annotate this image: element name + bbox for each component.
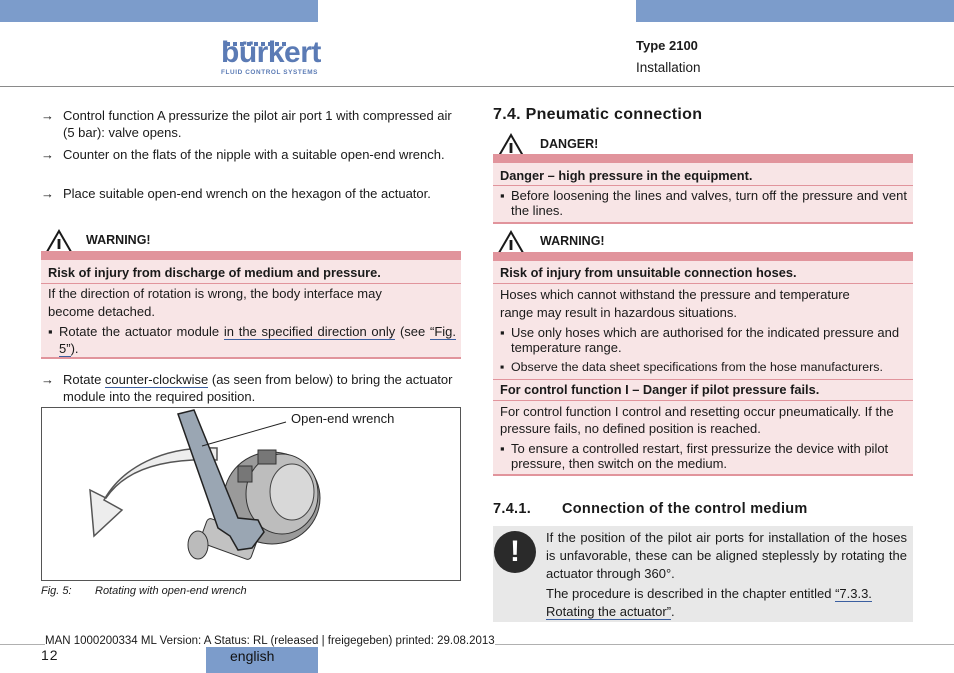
warning-separator <box>493 283 913 284</box>
company-logo: bürkert <box>221 36 321 69</box>
page-number: 12 <box>41 647 59 663</box>
header-bar-right <box>636 0 954 22</box>
warning-body: If the direction of rotation is wrong, the body interface may become detached. <box>48 286 382 319</box>
logo-subtitle: FLUID CONTROL SYSTEMS <box>221 69 318 76</box>
danger-heading: Danger – high pressure in the equipment. <box>500 168 753 183</box>
warning-body: Hoses which cannot withstand the pressure and temperature range may result in hazardous situations. <box>500 287 850 320</box>
document-type: Type 2100 <box>636 38 698 53</box>
warning-separator <box>41 283 461 284</box>
note-text-2: The procedure is described in the chapter entitled “7.3.3. Rotating the actuator”. <box>546 586 872 619</box>
warning-bar <box>493 252 913 261</box>
danger-separator <box>493 185 913 186</box>
header-rule <box>0 86 954 87</box>
figure-caption-text: Rotating with open-end wrench <box>95 585 247 597</box>
arrow-icon: → <box>41 186 54 201</box>
counter-clockwise-link[interactable]: counter-clockwise <box>104 372 209 387</box>
warning-label: WARNING! <box>540 234 605 248</box>
step-text: Counter on the flats of the nipple with a suitable open-end wrench. <box>63 147 445 162</box>
fig5-link[interactable]: “Fig. 5” <box>59 324 456 356</box>
step-text: Control function A pressurize the pilot air port 1 with compressed air (5 bar): valve opens. <box>63 108 452 140</box>
language-label: english <box>230 648 275 664</box>
arrow-icon: → <box>41 108 54 123</box>
warning-separator <box>493 400 913 401</box>
rotating-actuator-link[interactable]: “7.3.3. Rotating the actuator” <box>546 586 872 619</box>
document-meta: MAN 1000200334 ML Version: A Status: RL (released | freigegeben) printed: 29.08.2013 <box>45 635 495 647</box>
warning-bar <box>41 251 461 260</box>
figure-caption-number: Fig. 5: <box>41 585 72 597</box>
warning-heading: Risk of injury from unsuitable connection hoses. <box>500 265 797 280</box>
arrow-icon: → <box>41 147 54 162</box>
warning-body-2: For control function I control and resetting occur pneumatically. If the pressure fails, no defined position is reached. <box>500 404 894 436</box>
warning-heading: Risk of injury from discharge of medium and pressure. <box>48 265 381 280</box>
figure-frame <box>41 407 461 581</box>
note-text: If the position of the pilot air ports for installation of the hoses is unfavorable, these can be aligned steplessly by rotating the actuator through 360°. <box>546 530 907 581</box>
direction-link[interactable]: in the specified direction only <box>223 324 396 339</box>
warning-heading-2: For control function I – Danger if pilot pressure fails. <box>500 382 820 397</box>
exclamation-icon: ! <box>494 531 536 573</box>
danger-label: DANGER! <box>540 137 599 151</box>
subsection-title: Connection of the control medium <box>562 501 808 517</box>
arrow-icon: → <box>41 372 54 387</box>
step-text: Place suitable open-end wrench on the hexagon of the actuator. <box>63 186 431 201</box>
warning-separator <box>493 379 913 380</box>
danger-bar <box>493 154 913 163</box>
chapter-name: Installation <box>636 60 701 75</box>
header-bar-left <box>0 0 318 22</box>
wrench-illustration <box>42 408 460 580</box>
figure-callout: Open-end wrench <box>291 411 395 426</box>
warning-label: WARNING! <box>86 233 151 247</box>
subsection-number: 7.4.1. <box>493 501 532 517</box>
section-title: 7.4. Pneumatic connection <box>493 106 703 123</box>
